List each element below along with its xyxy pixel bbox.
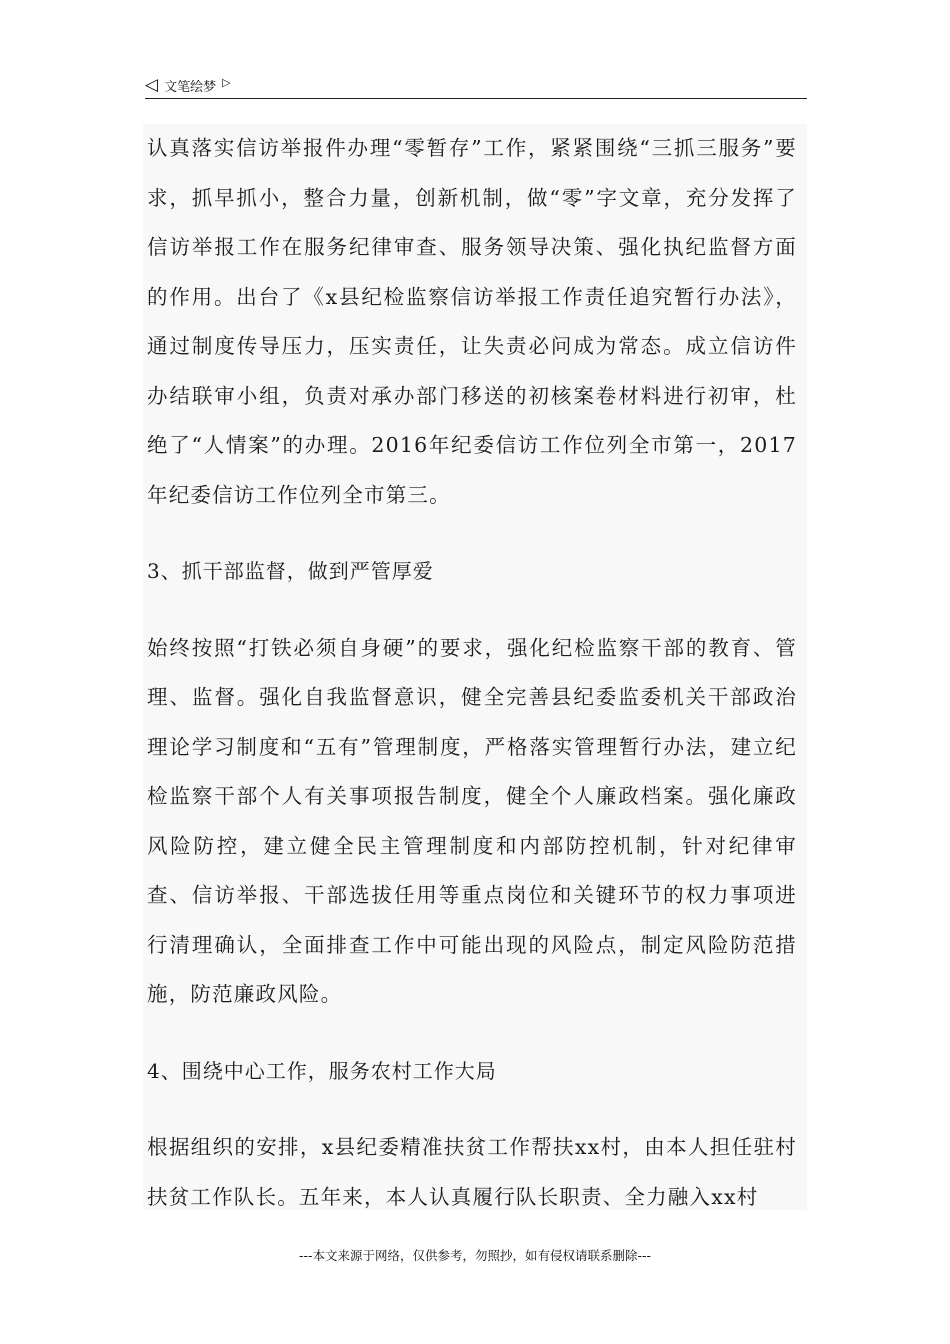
triangle-left-icon: ◁ [145,74,159,95]
paragraph-gap [147,1096,797,1123]
paragraph-gap [147,520,797,547]
triangle-right-icon: ▷ [222,75,231,89]
header-title: 文笔绘梦 [164,79,217,95]
paragraph-letters-visits: 认真落实信访举报件办理“零暂存”工作，紧紧围绕“三抓三服务”要求，抓早抓小，整合力量，创新机制，做“零”字文章，充分发挥了信访举报工作在服务纪律审查、服务领导决策、强化执纪监督方面的作用。出台了《x县纪检监察信访举报工作责任追究暂行办法》，通过制度传导压力，压实责任，让失责必问成为常态。成立信访件办结联审小组，负责对承办部门移送的初核案卷材料进行初审，杜绝了“人情案”的办理。2016年纪委信访工作位列全市第一，2017年纪委信访工作位列全市第三。 [147,136,797,507]
page-header [145,72,807,99]
paragraph-poverty-alleviation: 根据组织的安排，x县纪委精准扶贫工作帮扶xx村，由本人担任驻村扶贫工作队长。五年来，本人认真履行队长职责、全力融入xx村 [147,1135,797,1209]
paragraph-gap [147,1020,797,1047]
section-heading-3: 3、抓干部监督，做到严管厚爱 [147,559,434,583]
paragraph-cadre-supervision: 始终按照“打铁必须自身硬”的要求，强化纪检监察干部的教育、管理、监督。强化自我监督意识，健全完善县纪委监委机关干部政治理论学习制度和“五有”管理制度，严格落实管理暂行办法，建立纪检监察干部个人有关事项报告制度，健全个人廉政档案。强化廉政风险防控，建立健全民主管理制度和内部防控机制，针对纪律审查、信访举报、干部选拔任用等重点岗位和关键环节的权力事项进行清理确认，全面排查工作中可能出现的风险点，制定风险防范措施，防范廉政风险。 [147,635,797,1006]
footer-disclaimer: ---本文来源于网络，仅供参考，勿照抄，如有侵权请联系删除--- [298,1248,652,1263]
section-heading-4: 4、围绕中心工作，服务农村工作大局 [147,1058,497,1083]
document-body [147,124,797,1222]
paragraph-gap [147,597,797,624]
